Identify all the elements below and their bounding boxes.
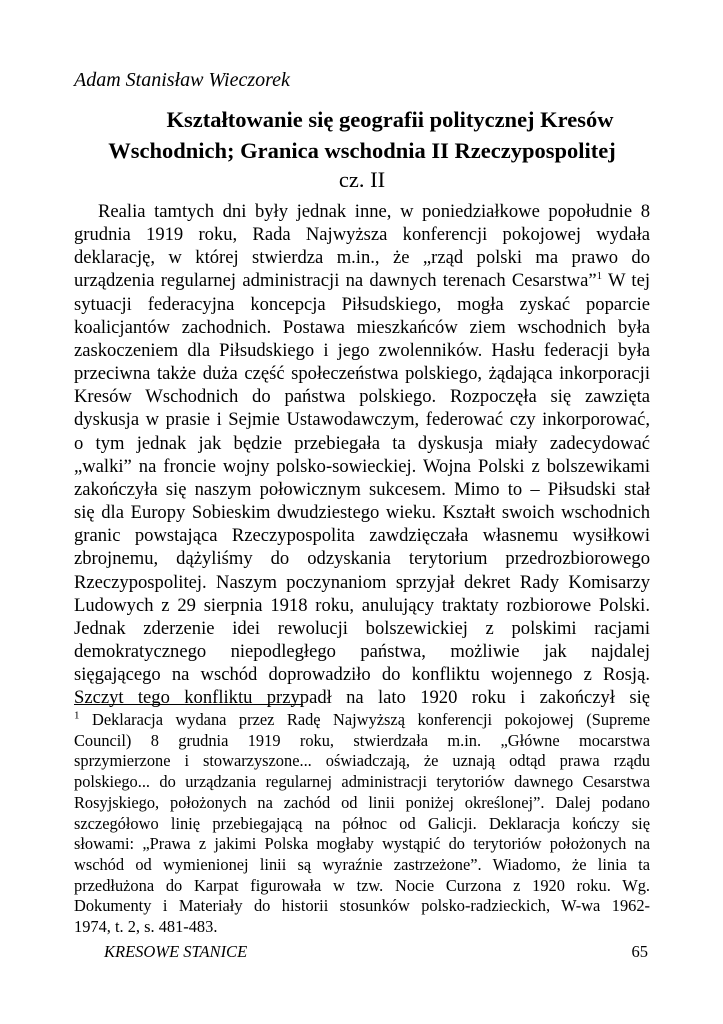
body-line: zaskoczeniem dla Piłsudskiego i jego zwolenników. Hasłu federacji była [74, 339, 650, 361]
footnote-line [74, 710, 650, 731]
body-line-text: urządzenia regularnej administracji na dawnych terenach Cesarstwa” [74, 270, 597, 292]
footnote-line: przedłużona do Karpat figurowała w tzw. Nocie Curzona z 1920 roku. Wg. [74, 875, 650, 895]
footnote-line: szczegółowo linię przebiegającą na północ od Galicji. Deklaracja kończy się [74, 813, 650, 833]
body-line: przeciwna także duża część społeczeństwa polskiego, żądająca inkorporacji [74, 363, 650, 385]
article-part: cz. II [338, 167, 386, 192]
body-line: sięgającego na wschód doprowadziło do konfliktu wojennego z Rosją. [74, 664, 650, 686]
body-line: sytuacji federacyjna koncepcja Piłsudskiego, mogła zyskać poparcie [74, 293, 650, 315]
body-line-with-footnote [74, 269, 650, 292]
footnote-separator [74, 704, 303, 705]
body-line: Kresów Wschodnich do państwa polskiego. Rozpoczęła się zawzięta [74, 386, 650, 408]
author-name: Adam Stanisław Wieczorek [74, 69, 290, 91]
body-line: demokratycznego niepodległego państwa, możliwie jak najdalej [74, 640, 650, 662]
body-line: grudnia 1919 roku, Rada Najwyższa konferencji pokojowej wydała [74, 224, 650, 246]
footnote-line: Dokumenty i Materiały do historii stosunków polsko-radzieckich, W-wa 1962- [74, 896, 650, 916]
article-title [74, 104, 650, 166]
body-line: Rzeczypospolitej. Naszym poczynaniom sprzyjał dekret Rady Komisarzy [74, 571, 650, 593]
body-line: dyskusja w prasie i Sejmie Ustawodawczym, federować czy inkorporować, [74, 409, 650, 431]
footnote-line: słowami: „Prawa z jakimi Polska mogłaby wystąpić do terytoriów położonych na [74, 834, 650, 854]
page-number: 65 [631, 942, 648, 961]
body-line: zbrojnemu, dążyliśmy do odzyskania terytorium przedrozbiorowego [74, 548, 650, 570]
footnote-line: wschód od wymienionej linii są wyraźnie zastrzeżone”. Wiadomo, że linia ta [74, 854, 650, 874]
footnote-line: 1974, t. 2, s. 481-483. [74, 917, 218, 937]
body-line: deklarację, w której stwierdza m.in., że „rząd polski ma prawo do [74, 247, 650, 269]
running-footer-journal: KRESOWE STANICE [104, 942, 248, 961]
body-line: się dla Europy Sobieskim dwudziestego wieku. Kształt swoich wschodnich [74, 502, 650, 524]
footnote-reference[interactable]: 1 [596, 270, 603, 283]
body-line: koalicjantów zachodnich. Postawa mieszkańców ziem wschodnich była [74, 316, 650, 338]
body-text [74, 200, 650, 709]
title-line-2: Wschodnich; Granica wschodnia II Rzeczypospolitej [108, 138, 616, 163]
document-page [74, 0, 650, 1024]
footnote-line: Council) 8 grudnia 1919 roku, stwierdzała m.in. „Główne mocarstwa [74, 730, 650, 750]
body-line: granic powstająca Rzeczypospolita zawdzięczała własnemu wysiłkowi [74, 525, 650, 547]
footnote-line-text: Deklaracja wydana przez Radę Najwyższą konferencji pokojowej (Supreme [79, 710, 650, 729]
body-line-tail: W tej [602, 270, 650, 292]
body-line: zakończyła się naszym połowicznym sukcesem. Mimo to – Piłsudski stał [74, 478, 650, 500]
body-line: „walki” na froncie wojny polsko-sowieckiej. Wojna Polski z bolszewikami [74, 455, 650, 477]
body-line: o tym jednak jak będzie przebiegała ta dyskusja miały zadecydować [74, 432, 650, 454]
footnote [74, 710, 650, 938]
footnote-line: sprzymierzone i stowarzyszone... oświadczają, że uznają odtąd prawa rządu [74, 751, 650, 771]
footnote-marker: 1 [74, 709, 80, 722]
body-line: Realia tamtych dni były jednak inne, w poniedziałkowe popołudnie 8 [98, 201, 650, 222]
body-line: Jednak zderzenie idei rewolucji bolszewickiej z polskimi racjami [74, 617, 650, 639]
body-line: Szczyt tego konfliktu przypadł na lato 1920 roku i zakończył się [74, 687, 650, 709]
footnote-line: polskiego... do urządzania regularnej administracji terytoriów dawnego Cesarstwa [74, 772, 650, 792]
footnote-line: Rosyjskiego, położonych na zachód od linii poniżej określonej”. Dalej podano [74, 792, 650, 812]
title-line-1: Kształtowanie się geografii politycznej Kresów [166, 107, 614, 132]
body-line: Ludowych z 29 sierpnia 1918 roku, anulujący traktaty rozbiorowe Polski. [74, 594, 650, 616]
